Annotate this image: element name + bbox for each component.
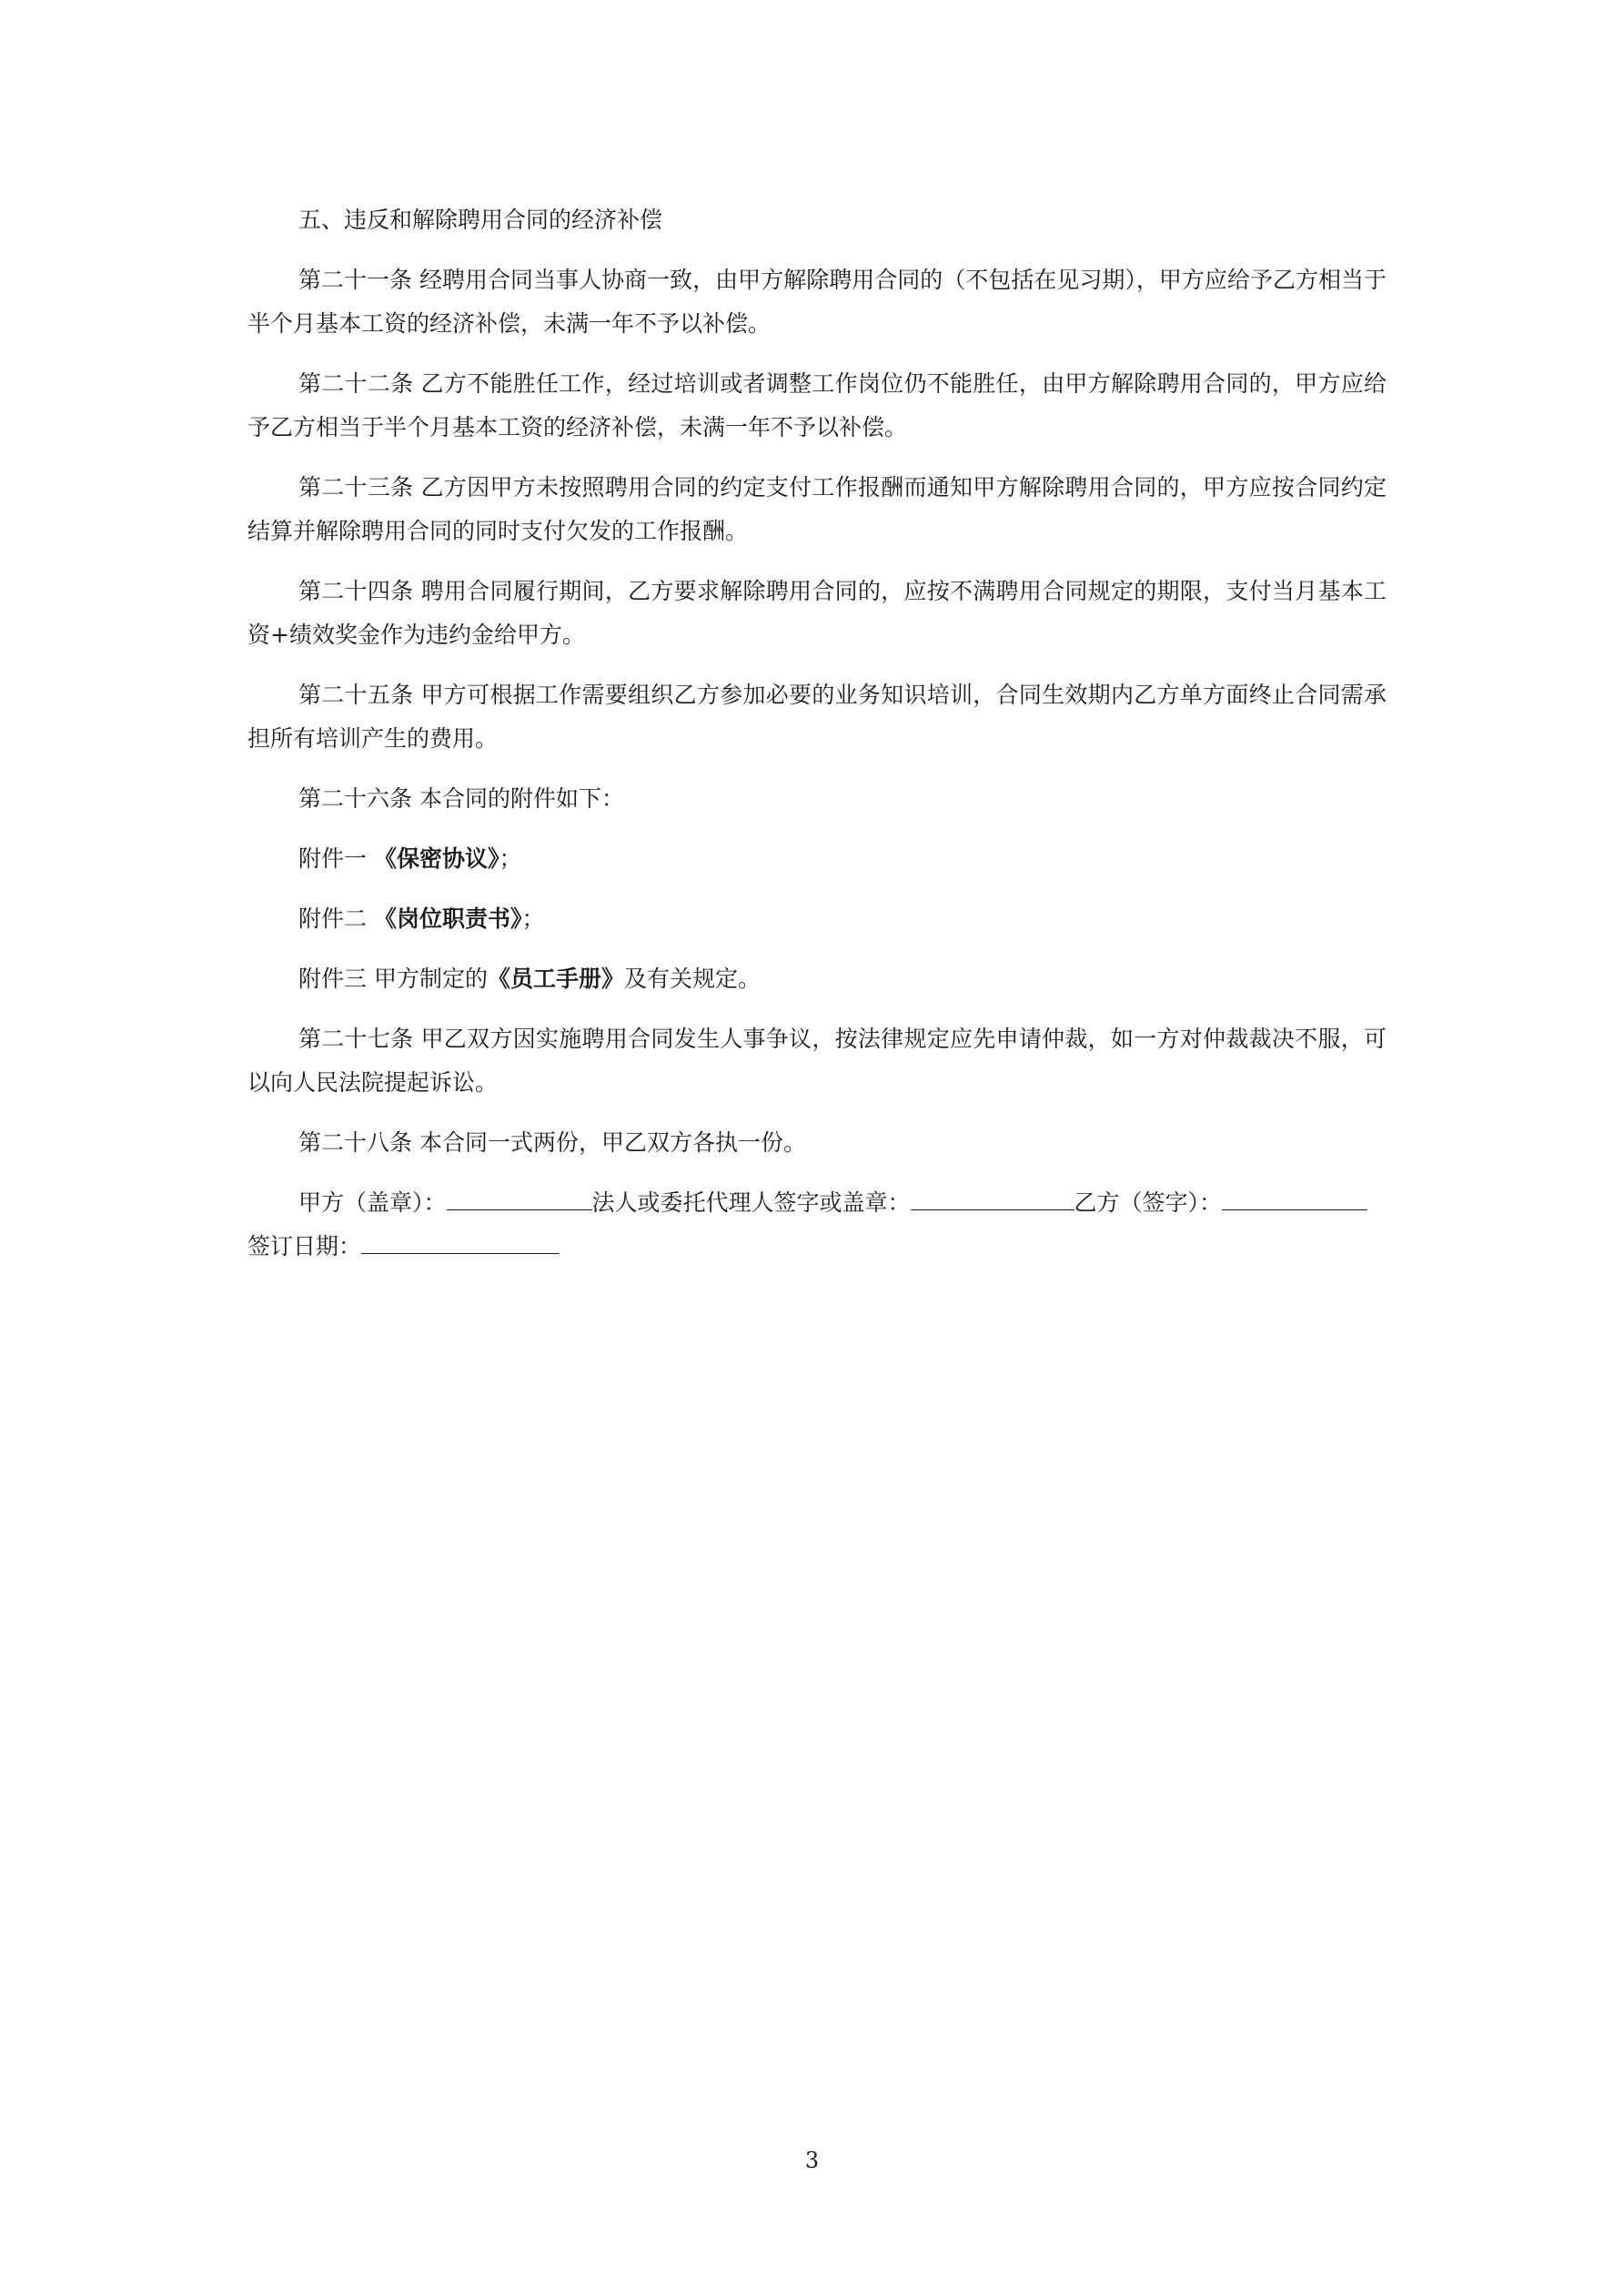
article-21: 第二十一条 经聘用合同当事人协商一致，由甲方解除聘用合同的（不包括在见习期），甲方应给予乙方相当于半个月基本工资的经济补偿，未满一年不予以补偿。: [247, 267, 1387, 337]
article-23: 第二十三条 乙方因甲方未按照聘用合同的约定支付工作报酬而通知甲方解除聘用合同的，甲方应按合同约定结算并解除聘用合同的同时支付欠发的工作报酬。: [247, 474, 1387, 544]
article-27: 第二十七条 甲乙双方因实施聘用合同发生人事争议，按法律规定应先申请仲裁，如一方对仲裁裁决不服，可以向人民法院提起诉讼。: [247, 1026, 1387, 1096]
date-blank[interactable]: [361, 1228, 560, 1254]
attachment-3-prefix: 附件三 甲方制定的: [298, 966, 488, 992]
legal-rep-label: 法人或委托代理人签字或盖章：: [591, 1189, 911, 1216]
signature-row: [247, 1181, 1387, 1225]
attachment-1: [247, 837, 1387, 881]
attachment-3-title: 《员工手册》: [487, 966, 624, 992]
date-label: 签订日期：: [247, 1233, 362, 1259]
section-heading: 五、违反和解除聘用合同的经济补偿: [298, 207, 663, 233]
article-24: 第二十四条 聘用合同履行期间，乙方要求解除聘用合同的，应按不满聘用合同规定的期限，支付当月基本工资+绩效奖金作为违约金给甲方。: [247, 578, 1387, 648]
date-row: [247, 1225, 1387, 1269]
attachment-2-suffix: ；: [521, 905, 545, 932]
attachment-1-title: 《保密协议》: [373, 845, 499, 872]
article-25: 第二十五条 甲方可根据工作需要组织乙方参加必要的业务知识培训，合同生效期内乙方单方面终止合同需承担所有培训产生的费用。: [247, 682, 1387, 752]
article-28: 第二十八条 本合同一式两份，甲乙双方各执一份。: [298, 1129, 806, 1156]
party-a-label: 甲方（盖章）：: [298, 1189, 447, 1216]
party-b-blank[interactable]: [1222, 1184, 1367, 1210]
contract-body: [247, 198, 1387, 1269]
attachment-2-title: 《岗位职责书》: [373, 905, 522, 932]
article-22: 第二十二条 乙方不能胜任工作，经过培训或者调整工作岗位仍不能胜任，由甲方解除聘用合同的，甲方应给予乙方相当于半个月基本工资的经济补偿，未满一年不予以补偿。: [247, 370, 1387, 440]
party-b-label: 乙方（签字）：: [1074, 1189, 1223, 1216]
attachment-3: [247, 957, 1387, 1001]
attachment-1-suffix: ；: [499, 845, 522, 872]
legal-rep-blank[interactable]: [911, 1184, 1074, 1210]
attachment-2: [247, 897, 1387, 941]
party-a-blank[interactable]: [447, 1184, 592, 1210]
article-26: 第二十六条 本合同的附件如下：: [298, 785, 624, 812]
attachment-3-suffix: 及有关规定。: [623, 966, 761, 992]
attachment-1-prefix: 附件一: [298, 845, 374, 872]
page-number: 3: [804, 2148, 820, 2173]
attachment-2-prefix: 附件二: [298, 905, 374, 932]
